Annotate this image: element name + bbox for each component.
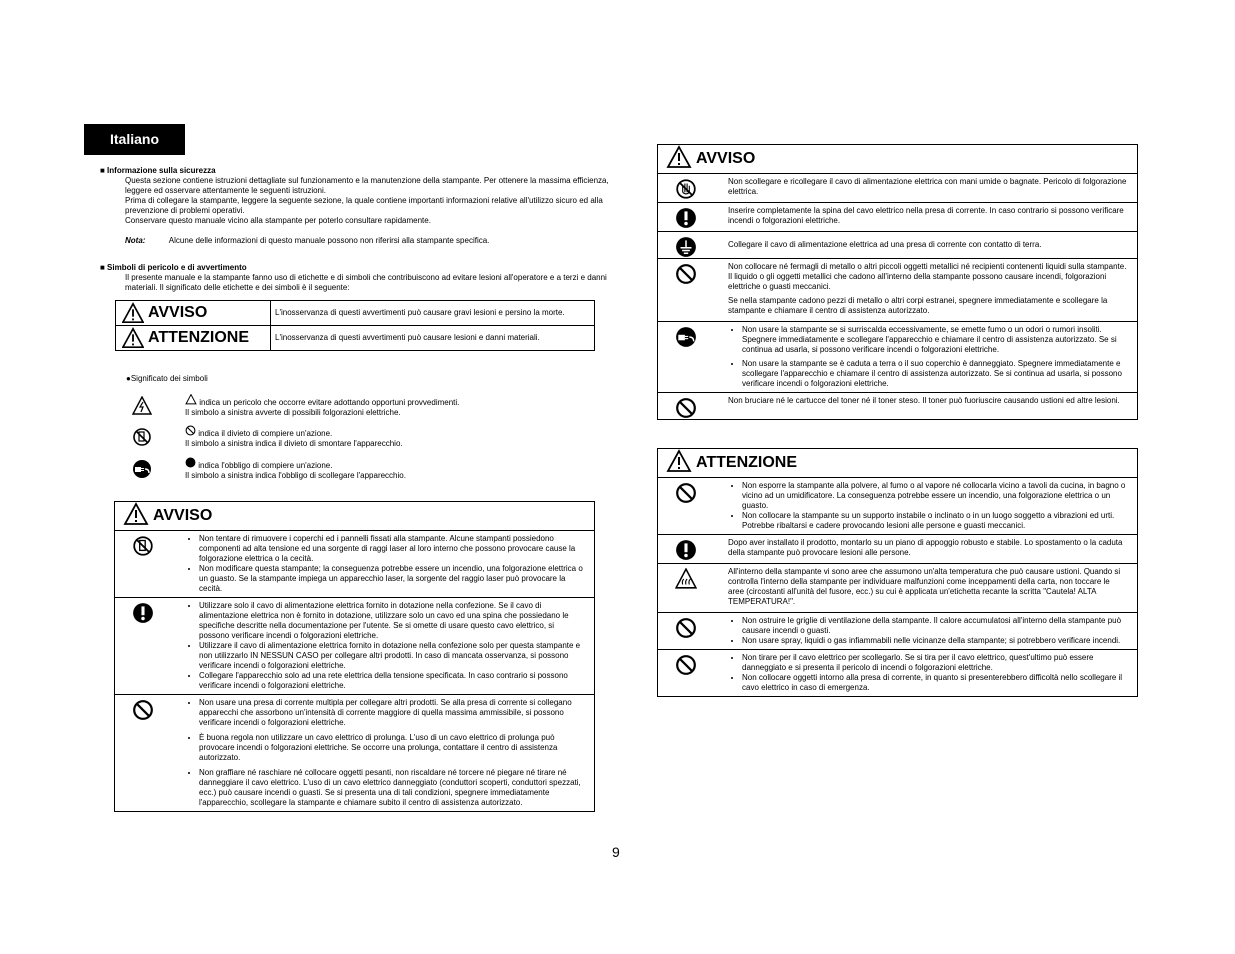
caution-item: • Non collocare la stampante su un supporto instabile o inclinato o in un luogo soggetto a vibrazioni ed urti. Potrebbe ribaltarsi e cadere provocando lesioni alle persone e guasti meccanici.: [742, 511, 1127, 531]
box-title-text: AVVISO: [153, 507, 213, 524]
warning-triangle-icon: [123, 502, 149, 526]
note-text: Alcune delle informazioni di questo manuale possono non riferirsi alla stampante specifica.: [168, 236, 490, 245]
warning-text: Se nella stampante cadono pezzi di metallo o altri corpi estranei, spegnere immediatamente e scollegare la stampante e chiamare il centro di assistenza autorizzato.: [728, 296, 1108, 315]
prohibition-icon: [675, 263, 697, 285]
safety-line: Conservare questo manuale vicino alla stampante per poterlo consultare rapidamente.: [125, 216, 431, 225]
prohibition-icon: [185, 425, 196, 436]
prohibition-icon: [675, 397, 697, 419]
caution-item: • Non ostruire le griglie di ventilazione della stampante. Il calore accumulatosi all'interno della stampante può causare incendi o guasti.: [742, 616, 1127, 636]
ground-icon: [675, 236, 697, 258]
page-number: 9: [612, 844, 620, 860]
safety-line: Questa sezione contiene istruzioni dettagliate sul funzionamento e la manutenzione della stampante. Per ottenere la massima efficienza, leggere ed osservare attentamente le seguenti istruzioni.: [125, 176, 609, 195]
safety-line: Prima di collegare la stampante, leggere la seguente sezione, la quale contiene importanti informazioni relative all'utilizzo sicuro ed alla prevenzione di problemi operativi.: [125, 196, 603, 215]
caution-text: Dopo aver installato il prodotto, montarlo su un piano di appoggio robusto e stabile. Lo spostamento o la caduta della stampante può provocare lesioni alle persone.: [728, 538, 1123, 557]
warning-item: • Non usare la stampante se si surriscalda eccessivamente, se emette fumo o un odori o rumori insoliti. Spegnere immediatamente e scollegare l'apparecchio e chiamare il centro di assistenza autorizzato. Se si continua ad usarla, si possono verificare incendi o folgorazioni elettriche.: [742, 325, 1127, 355]
warning-triangle-icon: [122, 302, 144, 324]
symbol-meaning-line: Il simbolo a sinistra avverte di possibili folgorazioni elettriche.: [185, 408, 401, 417]
symbol-meaning-line: Il simbolo a sinistra indica il divieto di smontare l'apparecchio.: [185, 439, 403, 448]
warning-row: [658, 322, 1137, 393]
prohibition-icon: [675, 482, 697, 504]
hot-surface-icon: [675, 568, 697, 590]
symbol-meaning-line: indica un pericolo che occorre evitare adottando opportuni provvedimenti.: [197, 398, 460, 407]
caution-row: [658, 535, 1137, 564]
symbol-meaning-text: [185, 394, 605, 418]
warning-row: [658, 259, 1137, 322]
note: [125, 236, 489, 245]
caution-item: • Non esporre la stampante alla polvere, al fumo o al vapore né collocarla vicino a tavoli da cucina, in bagno o vicino ad un umidificatore. La conseguenza potrebbe essere un incendio, una folgorazione elettrica o un guasto.: [742, 481, 1127, 511]
warning-triangle-icon: [122, 327, 144, 349]
box-title-text: ATTENZIONE: [696, 454, 798, 471]
caution-text: All'interno della stampante vi sono aree che assumono un'alta temperatura che può causare ustioni. Quando si controlla l'interno della stampante per individuare malfunzioni come inceppamenti della carta, non toccare le aree (circostanti all'unità del fusore, ecc.) su cui è applicata un'etichetta recante la scritta "Cautela! ALTA TEMPERATURA!".: [728, 567, 1121, 606]
prohibition-icon: [132, 699, 154, 721]
no-disassembly-icon: [132, 535, 154, 557]
warning-item: • Collegare l'apparecchio solo ad una rete elettrica della tensione specificata. In caso contrario si possono verificare incendi o folgorazioni elettriche.: [199, 671, 584, 691]
warning-text: Non collocare né fermagli di metallo o altri piccoli oggetti metallici né recipienti contenenti liquidi sulla stampante. Il liquido o gli oggetti metallici che cadono all'interno della stampante possono causare incendi, folgorazioni elettriche o guasti meccanici.: [728, 262, 1127, 291]
box-title: [658, 145, 1137, 174]
warning-item: • Utilizzare il cavo di alimentazione elettrica fornito in dotazione nella confezione solo per questa stampante e non utilizzarlo IN NESSUN CASO per collegare altri prodotti. In caso di mancata osservanza, si possono verificare incendi o folgorazioni elettriche.: [199, 641, 584, 671]
box-title-text: AVVISO: [696, 150, 756, 167]
legend-text: L'inosservanza di questi avvertimenti può causare lesioni e danni materiali.: [271, 326, 595, 351]
warning-row: [658, 203, 1137, 232]
mandatory-icon: [675, 539, 697, 561]
warning-item: • Non modificare questa stampante; la conseguenza potrebbe essere un incendio, una folgorazione elettrica o un guasto. Se la stampante impiega un apparecchio laser, la sorgente del raggio laser può provocare la cecità.: [199, 564, 584, 594]
caution-row: [658, 478, 1137, 535]
warning-row: [658, 174, 1137, 203]
legend-row: [116, 301, 595, 326]
warning-row: [115, 598, 594, 695]
box-title: [658, 449, 1137, 478]
legend-label: ATTENZIONE: [148, 329, 250, 347]
caution-item: • Non usare spray, liquidi o gas infiammabili nelle vicinanze della stampante; si potrebbero verificare incendi.: [742, 636, 1127, 646]
caution-row: [658, 564, 1137, 613]
warning-item: • È buona regola non utilizzare un cavo elettrico di prolunga. L'uso di un cavo elettrico di prolunga può provocare incendi o folgorazioni elettriche. Se occorre una prolunga, contattare il centro di assistenza autorizzato.: [199, 733, 584, 763]
warning-row: [115, 695, 594, 811]
symbol-meaning-text: [185, 457, 605, 481]
warning-text: Collegare il cavo di alimentazione elettrica ad una presa di corrente con contatto di terra.: [728, 240, 1042, 249]
unplug-icon: [675, 326, 697, 348]
right-warning-box: [657, 144, 1138, 420]
legend-signal: [116, 301, 271, 326]
caution-row: [658, 613, 1137, 650]
prohibition-icon: [675, 654, 697, 676]
no-wet-hands-icon: [675, 178, 697, 200]
warning-triangle-icon: [666, 449, 692, 473]
legend-label: AVVISO: [148, 304, 208, 322]
legend-text: L'inosservanza di questi avvertimenti può causare gravi lesioni e persino la morte.: [271, 301, 595, 326]
right-caution-box: [657, 448, 1138, 697]
warning-triangle-icon: [666, 145, 692, 169]
symbol-meaning-text: [185, 425, 605, 449]
warning-item: • Non usare la stampante se è caduta a terra o il suo coperchio è danneggiato. Spegnere immediatamente e scollegare l'apparecchio e chiamare il centro di assistenza autorizzato. Se si continua ad usarla, si possono verificare incendi o folgorazioni elettriche.: [742, 359, 1127, 389]
caution-item: • Non tirare per il cavo elettrico per scollegarlo. Se si tira per il cavo elettrico, quest'ultimo può essere danneggiato e si presenta il pericolo di incendi o folgorazioni elettriche.: [742, 653, 1127, 673]
unplug-icon: [132, 459, 152, 479]
symbol-meaning-line: indica l'obbligo di compiere un'azione.: [196, 461, 333, 470]
caution-item: • Non collocare oggetti intorno alla presa di corrente, in quanto si presenterebbero difficoltà nello scollegare il cavo elettrico in caso di emergenza.: [742, 673, 1127, 693]
no-disassembly-icon: [132, 427, 152, 447]
note-label: Nota:: [125, 236, 146, 245]
electric-hazard-icon: [132, 396, 152, 416]
safety-intro: [125, 176, 615, 226]
left-warning-box: [114, 501, 595, 812]
warning-text: Inserire completamente la spina del cavo elettrico nella presa di corrente. In caso contrario si possono verificare incendi o folgorazioni elettriche.: [728, 206, 1124, 225]
symbol-meaning-line: indica il divieto di compiere un'azione.: [196, 429, 333, 438]
symbol-meaning-title: ●Significato dei simboli: [126, 374, 208, 383]
signal-word-legend: [115, 300, 595, 351]
warning-item: • Utilizzare solo il cavo di alimentazione elettrica fornito in dotazione nella confezione. Se il cavo di alimentazione elettrica non è fornito in dotazione, utilizzare solo un cavo ed una spina che possiedano le specifiche descritte nella documentazione per l'utente. Se si omette di usare questo cavo elettrico, si possono verificare incendi o folgorazioni elettriche.: [199, 601, 584, 641]
box-title: [115, 502, 594, 531]
warning-item: • Non graffiare né raschiare né collocare oggetti pesanti, non riscaldare né torcere né piegare né tirare né danneggiare il cavo elettrico. L'uso di un cavo elettrico danneggiato (conduttori scoperti, conduttori spezzati, ecc.) può causare incendi o guasti. Se si presenta una di tali condizioni, spegnere immediatamente l'apparecchio, scollegare la stampante e chiamare subito il centro di assistenza autorizzato.: [199, 768, 584, 808]
mandatory-icon: [675, 207, 697, 229]
symbol-meaning-line: Il simbolo a sinistra indica l'obbligo di scollegare l'apparecchio.: [185, 471, 406, 480]
caution-triangle-icon: [185, 394, 197, 405]
warning-row: [115, 531, 594, 598]
warning-text: Non bruciare né le cartucce del toner né il toner steso. Il toner può fuoriuscire causando ustioni ed altre lesioni.: [728, 396, 1120, 405]
warning-item: • Non tentare di rimuovere i coperchi ed i pannelli fissati alla stampante. Alcune stampanti possiedono componenti ad alta tensione ed una sorgente di raggi laser al loro interno che possono provocare cause la folgorazione elettrica o la cecità.: [199, 534, 584, 564]
legend-row: [116, 326, 595, 351]
symbols-intro: Il presente manuale e la stampante fanno uso di etichette e di simboli che contribuiscono ad evitare lesioni all'operatore e a terzi e danni materiali. Il significato delle etichette e dei simboli è il seguente:: [125, 273, 607, 292]
legend-signal: [116, 326, 271, 351]
warning-item: • Non usare una presa di corrente multipla per collegare altri prodotti. Se alla presa di corrente si collegano apparecchi che assorbono un'intensità di corrente maggiore di quella massima ammissibile, si possono verificare incendi o folgorazioni elettriche.: [199, 698, 584, 728]
warning-row: [658, 232, 1137, 259]
symbols-heading: ■ Simboli di pericolo e di avvertimento: [100, 263, 247, 272]
safety-heading: ■ Informazione sulla sicurezza: [100, 166, 216, 175]
warning-row: [658, 393, 1137, 419]
mandatory-dot-icon: [185, 457, 196, 468]
prohibition-icon: [675, 617, 697, 639]
language-tab: Italiano: [84, 124, 185, 155]
mandatory-icon: [132, 602, 154, 624]
caution-row: [658, 650, 1137, 696]
warning-text: Non scollegare e ricollegare il cavo di alimentazione elettrica con mani umide o bagnate. Pericolo di folgorazione elettrica.: [728, 177, 1127, 196]
